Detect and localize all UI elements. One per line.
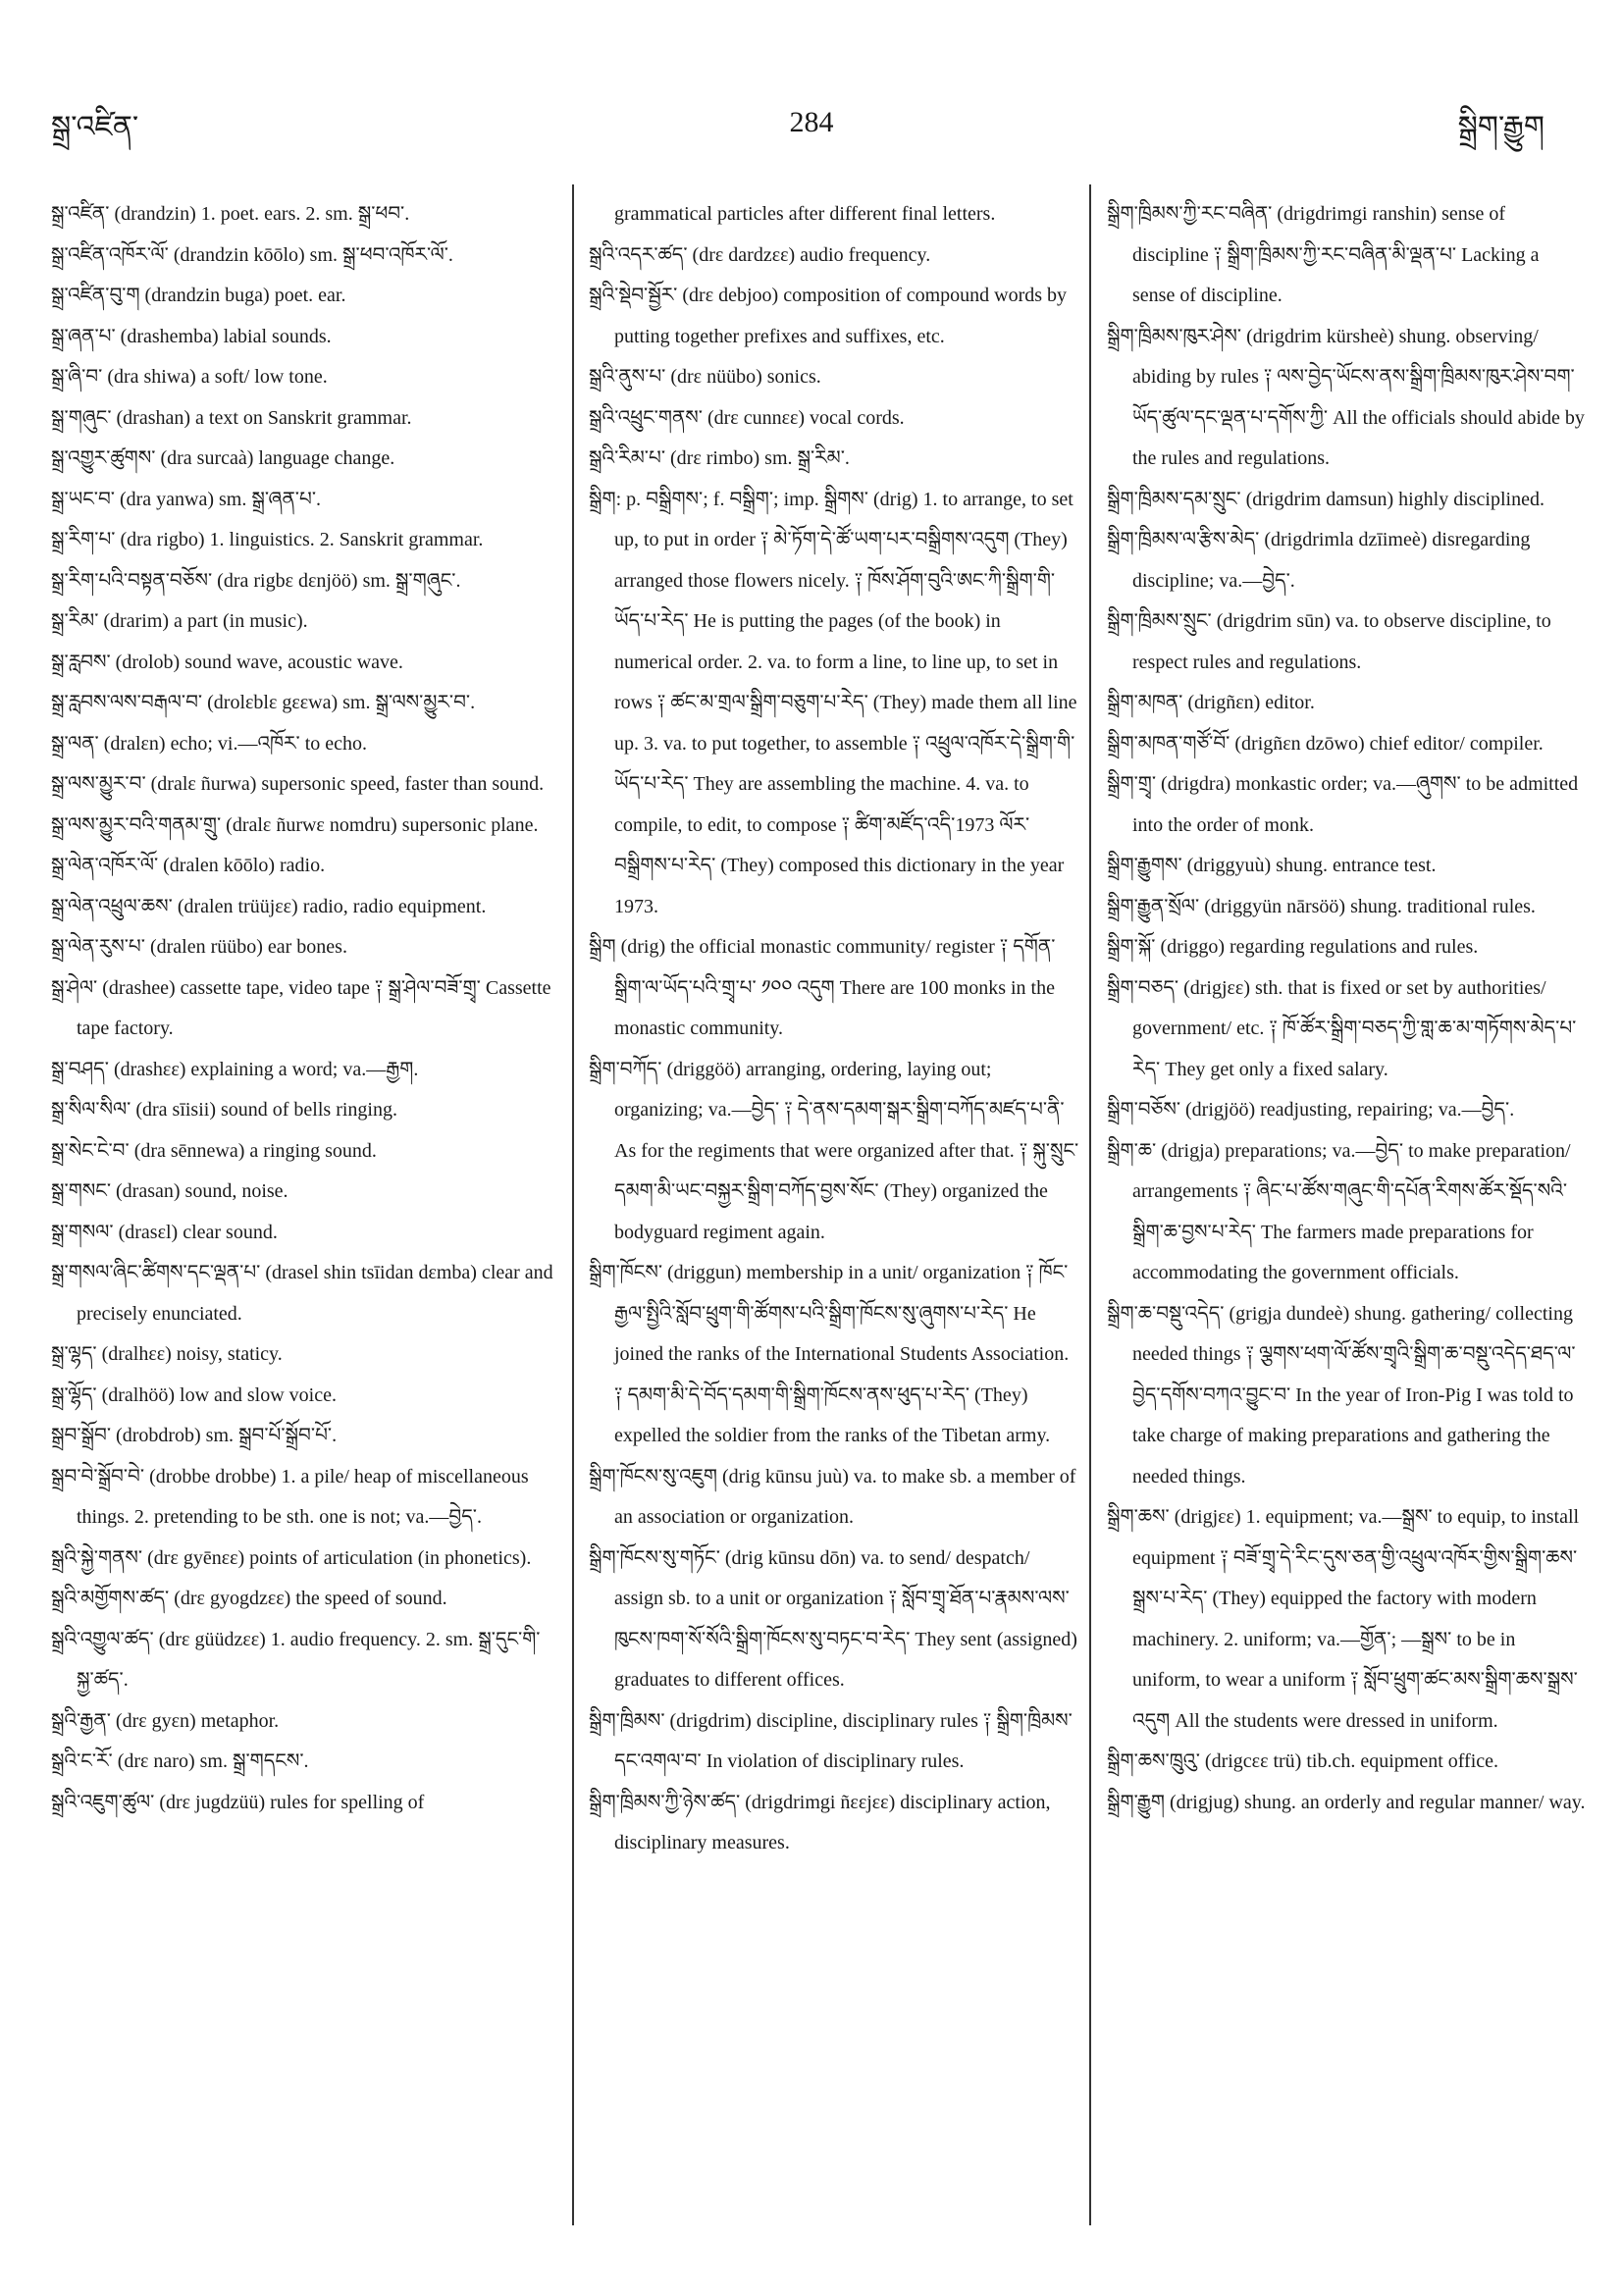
- dictionary-entry: སྒྲིག་ཁྲིམས་ཀྱི་ཉེས་ཚད་ (drigdrimgi ñεεjεε) disciplinary action, disciplinary measures.: [589, 1791, 1051, 1853]
- dictionary-entry: སྒྲ་རླབས་ལས་བརྒལ་བ་ (drolεblε gεεwa) sm. སྒྲ་ལས་མྱུར་བ་.: [51, 692, 476, 713]
- dictionary-entry: སྒྲ་ལན་ (dralεn) echo; vi.—འཁོར་ to echo.: [51, 732, 368, 755]
- dictionary-entry: སྒྲིག: p. བསྒྲིགས་; f. བསྒྲིག་; imp. སྒྲིགས་ (drig) 1. to arrange, to set up, to put in order ༑ མེ་ཏོག་དེ་ཚོ་ཡག་པར་བསྒྲིགས་འདུག (They) arranged those flowers nicely. ༑ ཁོས་ཤོག་བུའི་ཨང་ཀི་སྒྲིག་གི་ཡོད་པ་རེད་ He is putting the pages (of the book) in numerical order. 2. va. to form a line, to line up, to set in rows ༑ ཚང་མ་གྲལ་སྒྲིག་བཅུག་པ་རེད་ (They) made them all line up. 3. va. to put together, to assemble ༑ འཕྲུལ་འཁོར་དེ་སྒྲིག་གི་ཡོད་པ་རེད་ They are assembling the machine. 4. va. to compile, to edit, to compose ༑ ཚིག་མཛོད་འདི་1973 ལོར་བསྒྲིགས་པ་རེད་ (They) composed this dictionary in the year 1973.: [589, 488, 1077, 917]
- dictionary-entry: སྒྲའི་ནུས་པ་ (drε nüübo) sonics.: [589, 366, 821, 388]
- dictionary-entry: སྒྲའི་སྐྱེ་གནས་ (drε gyēnεε) points of articulation (in phonetics).: [51, 1546, 532, 1569]
- column-divider: [572, 184, 574, 2225]
- dictionary-entry: སྒྲིག་ཁྲིམས་ལ་རྩིས་མེད་ (drigdrimla dzīimeè) disregarding discipline; va.—བྱེད་.: [1107, 529, 1531, 592]
- dictionary-entry: སྒྲིག་མཁན་གཙོ་བོ་ (drigñεn dzōwo) chief editor/ compiler.: [1107, 732, 1544, 755]
- dictionary-entry: སྒྲིག་རྒྱུག (drigjug) shung. an orderly and regular manner/ way.: [1107, 1791, 1586, 1813]
- dictionary-entry: སྒྲབ་བེ་སྒྲོབ་བེ་ (drobbe drobbe) 1. a pile/ heap of miscellaneous things. 2. pretending to be sth. one is not; va.—བྱེད་.: [51, 1465, 529, 1528]
- dictionary-entry: སྒྲ་ལྷོད་ (dralhöö) low and slow voice.: [51, 1383, 337, 1406]
- dictionary-entry: སྒྲ་རླབས་ (drolob) sound wave, acoustic wave.: [51, 651, 403, 673]
- dictionary-entry: སྒྲ་འཛིན་འཁོར་ལོ་ (drandzin kōōlo) sm. སྒྲ་ཕབ་འཁོར་ལོ་.: [51, 243, 453, 266]
- dictionary-entry: སྒྲའི་སྡེབ་སྦྱོར་ (drε debjoo) composition of compound words by putting together prefixes and suffixes, etc.: [589, 285, 1068, 347]
- dictionary-entry: སྒྲིག་བཅོས་ (drigjöö) readjusting, repairing; va.—བྱེད་.: [1107, 1099, 1515, 1121]
- dictionary-entry: སྒྲིག་རྒྱུན་སྲོལ་ (driggyün nārsöö) shung. traditional rules.: [1107, 895, 1536, 917]
- dictionary-entry: སྒྲའི་འཕྲུང་གནས་ (drε cunnεε) vocal cords.: [589, 406, 905, 429]
- dictionary-entry: སྒྲའི་འགྱུལ་ཚད་ (drε güüdzεε) 1. audio frequency. 2. sm. སྒྲ་དུང་གི་སྐྱ་ཚད་.: [51, 1628, 541, 1691]
- dictionary-entry: སྒྲིག་ཁོངས་སུ་འཇུག (drig kūnsu juù) va. to make sb. a member of an association or organization.: [589, 1465, 1076, 1528]
- dictionary-entry: སྒྲ་གཞུང་ (drashan) a text on Sanskrit grammar.: [51, 406, 412, 429]
- dictionary-entry: སྒྲིག་ཁོངས་ (driggun) membership in a unit/ organization ༑ ཁོང་རྒྱལ་སྤྱིའི་སློབ་ཕྲུག་གི་ཚོགས་པའི་སྒྲིག་ཁོངས་སུ་ཞུགས་པ་རེད་ He joined the ranks of the International Students Association. ༑ དམག་མི་དེ་བོད་དམག་གི་སྒྲིག་ཁོངས་ནས་ཕུད་པ་རེད་ (They) expelled the soldier from the ranks of the Tibetan army.: [589, 1262, 1070, 1446]
- dictionary-entry: སྒྲིག་བཅད་ (drigjεε) sth. that is fixed or set by authorities/ government/ etc. ༑ ཁོ་ཚོར་སྒྲིག་བཅད་ཀྱི་གླ་ཆ་མ་གཏོགས་མེད་པ་རེད་ They get only a fixed salary.: [1107, 976, 1577, 1080]
- dictionary-entry: སྒྲའི་ང་རོ་ (drε naro) sm. སྒྲ་གདངས་.: [51, 1750, 309, 1772]
- dictionary-entry: སྒྲ་རིག་པའི་བསྟན་བཅོས་ (dra rigbε dεnjöö) sm. སྒྲ་གཞུང་.: [51, 569, 461, 592]
- dictionary-entry: སྒྲིག་ཆས་ (drigjεε) 1. equipment; va.—སྒྲས་ to equip, to install equipment ༑ བཟོ་གྲྭ་དེ་རིང་དུས་ཅན་གྱི་འཕྲུལ་འཁོར་གྱིས་སྒྲིག་ཆས་སྒྲས་པ་རེད་ (They) equipped the factory with modern machinery. 2. uniform; va.—གྱོན་; —སྒྲས་ to be in uniform, to wear a uniform ༑ སློབ་ཕྲུག་ཚང་མས་སྒྲིག་ཆས་སྒྲས་འདུག All the students were dressed in uniform.: [1107, 1506, 1580, 1732]
- dictionary-entry: སྒྲིག་ཁྲིམས་ཁུར་ཤེས་ (drigdrim kürsheè) shung. observing/ abiding by rules ༑ ལས་བྱེད་ཡོངས་ནས་སྒྲིག་ཁྲིམས་ཁུར་ཤེས་བག་ཡོད་ཚུལ་དང་ལྡན་པ་དགོས་ཀྱི་ All the officials should abide by the rules and regulations.: [1107, 325, 1585, 469]
- dictionary-entry: སྒྲ་ལྷད་ (dralhεε) noisy, staticy.: [51, 1343, 283, 1365]
- dictionary-entry: སྒྲ་གསང་ (drasan) sound, noise.: [51, 1180, 288, 1202]
- dictionary-entry: སྒྲིག་གྲྭ་ (drigdra) monkastic order; va.—ཞུགས་ to be admitted into the order of monk.: [1107, 773, 1579, 836]
- page-number: 284: [789, 106, 834, 138]
- dictionary-entry: སྒྲིག་ཆས་ཁྲུའུ་ (drigcεε trü) tib.ch. equipment office.: [1107, 1750, 1499, 1772]
- dictionary-entry: སྒྲ་ཤེལ་ (drashee) cassette tape, video tape ༑ སྒྲ་ཤེལ་བཟོ་གྲྭ་ Cassette tape factory.: [51, 976, 551, 1039]
- dictionary-entry: སྒྲ་ཡང་བ་ (dra yanwa) sm. སྒྲ་ཞན་པ་.: [51, 488, 322, 510]
- dictionary-entry: སྒྲ་འགྱུར་ཚུགས་ (dra surcaà) language change.: [51, 447, 395, 469]
- dictionary-entry: སྒྲ་གསལ་ཞིང་ཚིགས་དང་ལྡན་པ་ (drasel shin tsīidan dεmba) clear and precisely enunciated.: [51, 1262, 553, 1325]
- dictionary-entry: སྒྲ་བཤད་ (drashεε) explaining a word; va.—རྒྱག.: [51, 1058, 419, 1080]
- dictionary-entry: སྒྲའི་མགྱོགས་ཚད་ (drε gyogdzεε) the speed of sound.: [51, 1588, 447, 1609]
- dictionary-entry: སྒྲའི་འདར་ཚད་ (drε dardzεε) audio frequency.: [589, 243, 931, 266]
- dictionary-entry: སྒྲའི་རིམ་པ་ (drε rimbo) sm. སྒྲ་རིམ་.: [589, 447, 850, 469]
- dictionary-entry: སྒྲིག་རྒྱུགས་ (driggyuù) shung. entrance test.: [1107, 855, 1437, 876]
- running-head-left: སྒྲ་འཛིན་: [51, 111, 139, 143]
- dictionary-entry: སྒྲིག་ཆ་ (drigja) preparations; va.—བྱེད་ to make preparation/ arrangements ༑ ཞིང་པ་ཚོས་གཞུང་གི་དཔོན་རིགས་ཚོར་སྡོད་སའི་སྒྲིག་ཆ་བྱས་པ་རེད་ The farmers made preparations for accommodating the government officials.: [1107, 1139, 1571, 1283]
- dictionary-entry: སྒྲིག་ཁྲིམས་ཀྱི་རང་བཞིན་ (drigdrimgi ranshin) sense of discipline ༑ སྒྲིག་ཁྲིམས་ཀྱི་རང་བཞིན་མི་ལྡན་པ་ Lacking a sense of discipline.: [1107, 203, 1540, 306]
- column-divider: [1089, 184, 1091, 2225]
- dictionary-column-3: [1107, 194, 1586, 1823]
- dictionary-entry: སྒྲ་སིལ་སིལ་ (dra sīisii) sound of bells ringing.: [51, 1099, 397, 1121]
- dictionary-entry: སྒྲིག་མཁན་ (drigñεn) editor.: [1107, 692, 1315, 713]
- dictionary-entry: སྒྲིག་ཁྲིམས་སྲུང་ (drigdrim sūn) va. to observe discipline, to respect rules and regulations.: [1107, 610, 1551, 673]
- dictionary-entry: སྒྲ་སེང་ངེ་བ་ (dra sēnnewa) a ringing sound.: [51, 1139, 377, 1162]
- dictionary-entry: སྒྲ་ལེན་རུས་པ་ (dralen rüübo) ear bones.: [51, 936, 347, 958]
- dictionary-entry: སྒྲིག (drig) the official monastic community/ register ༑ དགོན་སྒྲིག་ལ་ཡོད་པའི་གྲྭ་པ་ ༡༠༠ འདུག There are 100 monks in the monastic community.: [589, 936, 1056, 1039]
- dictionary-entry: སྒྲའི་འཇུག་ཚུལ་ (drε jugdzüü) rules for spelling of: [51, 1791, 425, 1813]
- dictionary-entry: སྒྲིག་སྐོ་ (driggo) regarding regulations and rules.: [1107, 936, 1479, 958]
- dictionary-entry: grammatical particles after different final letters.: [614, 203, 996, 225]
- dictionary-entry: སྒྲའི་རྒྱན་ (drε gyεn) metaphor.: [51, 1709, 280, 1732]
- dictionary-entry: སྒྲིག་བཀོད་ (driggöö) arranging, ordering, laying out; organizing; va.—བྱེད་ ༑ དེ་ནས་དམག་སྒར་སྒྲིག་བཀོད་མཛད་པ་ནི་ As for the regiments that were organized after that. ༑ སྐུ་སྲུང་དམག་མི་ཡང་བསྐྱར་སྒྲིག་བཀོད་བྱས་སོང་ (They) organized the bodyguard regiment again.: [589, 1058, 1079, 1243]
- dictionary-entry: སྒྲབ་སྒྲོབ་ (drobdrob) sm. སྒྲབ་པོ་སྒྲོབ་པོ་.: [51, 1425, 338, 1446]
- dictionary-column-2: [589, 194, 1079, 1864]
- dictionary-entry: སྒྲ་ཞི་བ་ (dra shiwa) a soft/ low tone.: [51, 366, 328, 388]
- dictionary-entry: སྒྲིག་ཁོངས་སུ་གཏོང་ (drig kūnsu dōn) va. to send/ despatch/ assign sb. to a unit or organization ༑ སློབ་གྲྭ་ཐོན་པ་རྣམས་ལས་ཁུངས་ཁག་སོ་སོའི་སྒྲིག་ཁོངས་སུ་བཏང་བ་རེད་ They sent (assigned) graduates to different offices.: [589, 1546, 1077, 1691]
- dictionary-entry: སྒྲ་ལས་མྱུར་བའི་གནམ་གྲུ་ (dralε ñurwε nomdru) supersonic plane.: [51, 813, 539, 836]
- dictionary-column-1: [51, 194, 553, 1823]
- running-head-right: སྒྲིག་རྒྱུག: [1457, 111, 1544, 143]
- dictionary-entry: སྒྲ་རིམ་ (drarim) a part (in music).: [51, 610, 308, 632]
- dictionary-entry: སྒྲིག་ཁྲིམས་ (drigdrim) discipline, disciplinary rules ༑ སྒྲིག་ཁྲིམས་དང་འགལ་བ་ In violation of disciplinary rules.: [589, 1709, 1073, 1772]
- dictionary-entry: སྒྲ་གསལ་ (drasεl) clear sound.: [51, 1221, 278, 1243]
- dictionary-entry: སྒྲ་ལེན་འཁོར་ལོ་ (dralen kōōlo) radio.: [51, 855, 326, 876]
- dictionary-entry: སྒྲ་ཞན་པ་ (drashemba) labial sounds.: [51, 325, 332, 347]
- dictionary-entry: སྒྲིག་ཁྲིམས་དམ་སྲུང་ (drigdrim damsun) highly disciplined.: [1107, 488, 1544, 510]
- dictionary-entry: སྒྲ་ལས་མྱུར་བ་ (dralε ñurwa) supersonic speed, faster than sound.: [51, 773, 545, 795]
- dictionary-entry: སྒྲིག་ཆ་བསྡུ་འདེད་ (grigja dundeè) shung. gathering/ collecting needed things ༑ ལྕགས་ཕག་ལོ་ཚོས་གྲྭའི་སྒྲིག་ཆ་བསྡུ་འདེད་ཐད་ལ་བྱེད་དགོས་བཀའ་བྱུང་བ་ In the year of Iron-Pig I was told to take charge of making preparations and gathering the needed things.: [1107, 1302, 1576, 1487]
- dictionary-entry: སྒྲ་འཛིན་ (drandzin) 1. poet. ears. 2. sm. སྒྲ་ཕབ་.: [51, 203, 410, 225]
- dictionary-entry: སྒྲ་རིག་པ་ (dra rigbo) 1. linguistics. 2. Sanskrit grammar.: [51, 529, 484, 550]
- dictionary-entry: སྒྲ་ལེན་འཕྲུལ་ཆས་ (dralen trüüjεε) radio, radio equipment.: [51, 895, 487, 917]
- dictionary-entry: སྒྲ་འཛིན་བུ་ག (drandzin buga) poet. ear.: [51, 285, 346, 306]
